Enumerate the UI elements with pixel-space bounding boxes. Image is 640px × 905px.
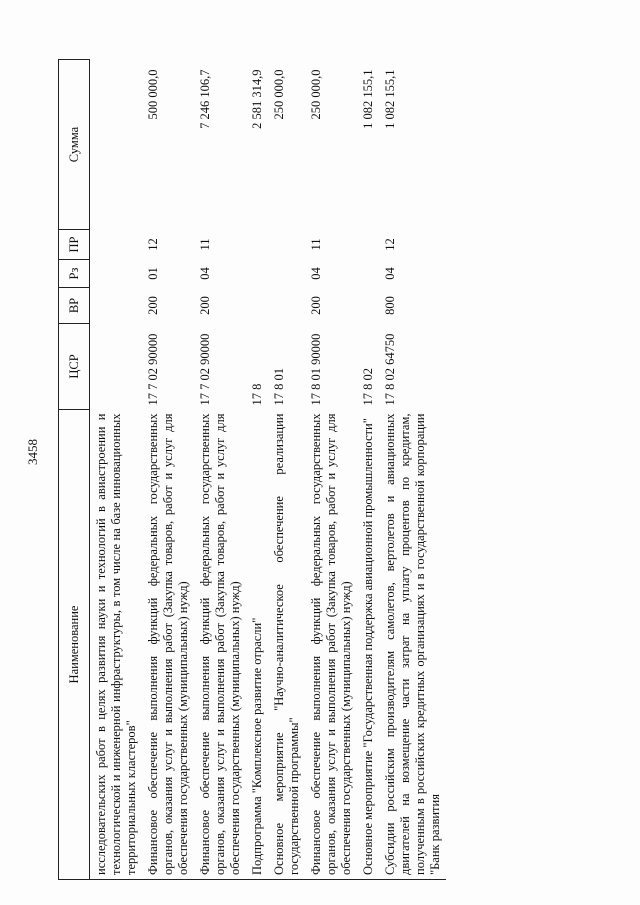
row-rz (246, 260, 268, 288)
row-name: Основное мероприятие "Научно-аналитическое обеспечение реализации государственной программы" (268, 410, 305, 880)
table-row (357, 60, 379, 880)
row-vr (357, 288, 379, 324)
header-sum: Сумма (59, 60, 90, 230)
row-csr: 17 8 (250, 383, 264, 406)
row-vr (246, 288, 268, 324)
budget-sheet (58, 60, 603, 880)
row-csr: 17 8 02 (361, 368, 375, 406)
row-sum: 250 000,0 (309, 69, 323, 120)
row-csr: 17 8 01 90000 (309, 333, 323, 406)
row-pr: 11 (309, 238, 323, 251)
page-number: 3458 (25, 439, 40, 465)
row-vr: 200 (146, 296, 160, 315)
table-row (90, 60, 143, 880)
row-csr (90, 324, 143, 410)
row-rz: 04 (309, 267, 323, 280)
header-pr: ПР (59, 230, 90, 260)
table-row (268, 60, 305, 880)
table-header-row (59, 60, 90, 880)
row-vr: 200 (309, 296, 323, 315)
row-name: Финансовое обеспечение выполнения функций федеральных государственных органов, оказания услуг и выполнения работ (Закупка товаров, работ и услуг для обеспечения государственных (муниципальных) нужд) (194, 410, 246, 880)
row-sum: 1 082 155,1 (383, 69, 397, 129)
table-row (246, 60, 268, 880)
row-sum: 2 581 314,9 (250, 69, 264, 129)
table-row (305, 60, 357, 880)
row-rz (357, 260, 379, 288)
row-rz: 04 (383, 267, 397, 280)
row-name: Субсидии российским производителям самолетов, вертолетов и авиационных двигателей на возмещение части затрат на уплату процентов по кредитам, полученным в российских кредитных организациях и в государственной корпорации "Банк развития (379, 410, 446, 880)
row-pr: 11 (198, 238, 212, 251)
row-vr (90, 288, 143, 324)
row-pr (357, 230, 379, 260)
table-row (379, 60, 446, 880)
row-name: Подпрограмма "Комплексное развитие отрасли" (246, 410, 268, 880)
row-pr: 12 (146, 238, 160, 251)
row-sum: 500 000,0 (146, 69, 160, 120)
row-name: исследовательских работ в целях развития науки и технологий в авиастроении и технологической и инженерной инфраструктуры, в том числе на базе инновационных территориальных кластеров" (90, 410, 143, 880)
row-pr (246, 230, 268, 260)
row-vr: 800 (383, 296, 397, 315)
row-rz: 04 (198, 267, 212, 280)
row-sum (90, 60, 143, 230)
row-rz (268, 260, 305, 288)
row-rz (90, 260, 143, 288)
row-sum: 250 000,0 (272, 69, 286, 120)
row-name: Финансовое обеспечение выполнения функций федеральных государственных органов, оказания услуг и выполнения работ (Закупка товаров, работ и услуг для обеспечения государственных (муниципальных) нужд) (305, 410, 357, 880)
header-rz: Рз (59, 260, 90, 288)
table-row (142, 60, 194, 880)
header-name: Наименование (59, 410, 90, 880)
row-pr (90, 230, 143, 260)
row-pr (268, 230, 305, 260)
row-vr (268, 288, 305, 324)
row-rz: 01 (146, 267, 160, 280)
row-sum: 1 082 155,1 (361, 69, 375, 129)
table-row (194, 60, 246, 880)
row-name: Основное мероприятие "Государственная поддержка авиационной промышленности" (357, 410, 379, 880)
budget-table (58, 59, 446, 880)
row-vr: 200 (198, 296, 212, 315)
row-csr: 17 7 02 90000 (198, 333, 212, 406)
header-csr: ЦСР (59, 324, 90, 410)
row-name: Финансовое обеспечение выполнения функций федеральных государственных органов, оказания услуг и выполнения работ (Закупка товаров, работ и услуг для обеспечения государственных (муниципальных) нужд) (142, 410, 194, 880)
row-csr: 17 8 02 64750 (383, 333, 397, 406)
header-vr: ВР (59, 288, 90, 324)
row-sum: 7 246 106,7 (198, 69, 212, 129)
row-csr: 17 7 02 90000 (146, 333, 160, 406)
row-csr: 17 8 01 (272, 368, 286, 406)
row-pr: 12 (383, 238, 397, 251)
